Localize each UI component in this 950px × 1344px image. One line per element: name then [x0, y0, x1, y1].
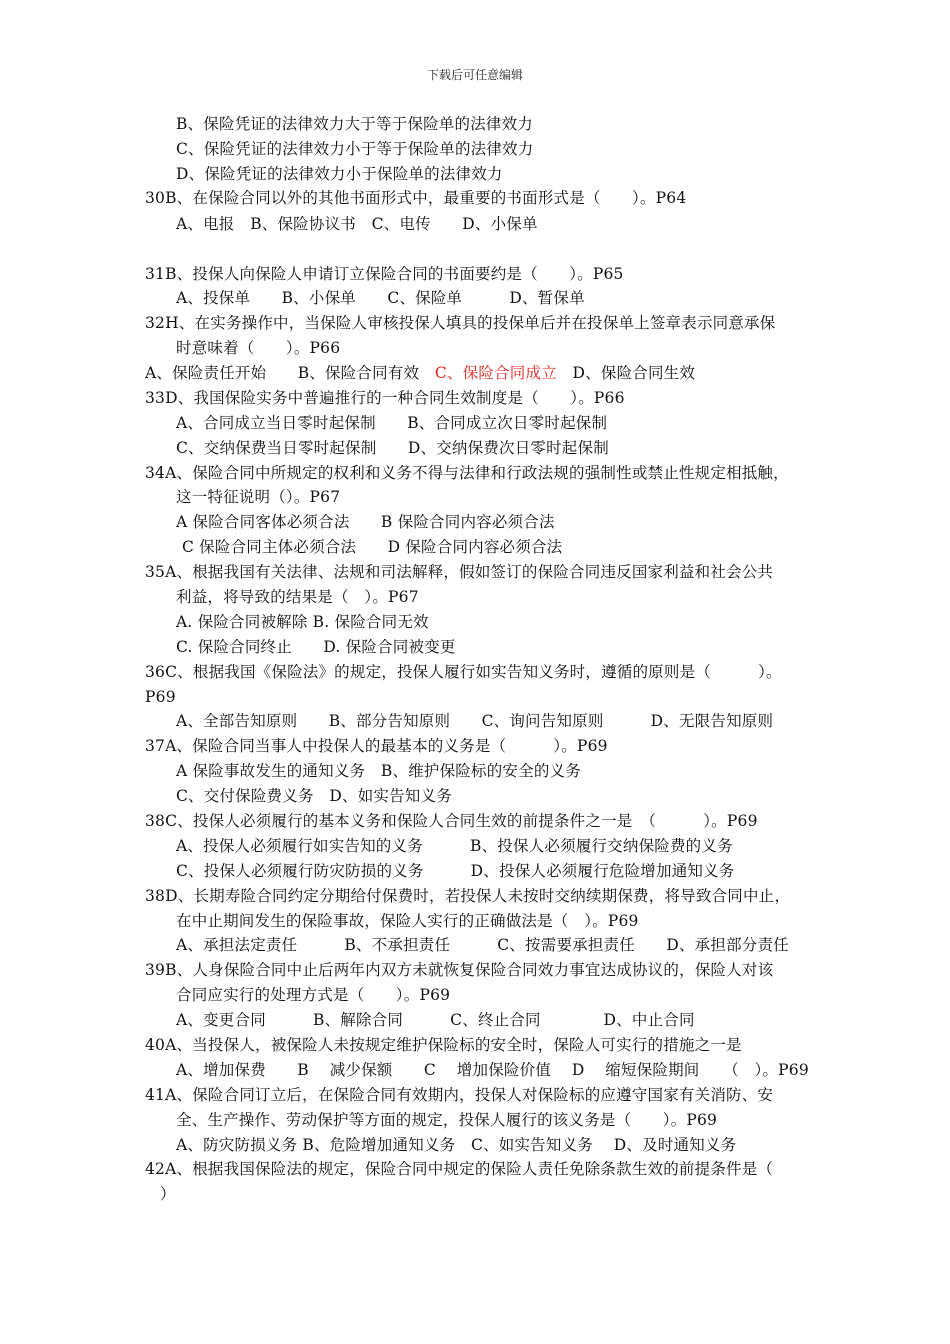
- text-line: D、保险凭证的法律效力小于保险单的法律效力: [176, 165, 503, 183]
- text-line: 40A、当投保人，被保险人未按规定维护保险标的安全时，保险人可实行的措施之一是: [145, 1036, 742, 1054]
- text-line: 38D、长期寿险合同约定分期给付保费时，若投保人未按时交纳续期保费，将导致合同中止，: [145, 887, 791, 905]
- text-line: A、投保单 B、小保单 C、保险单 D、暂保单: [176, 289, 585, 307]
- text-line: 37A、保险合同当事人中投保人的最基本的义务是（ ）。P69: [145, 737, 608, 755]
- highlighted-answer: C、保险合同成立: [434, 364, 557, 382]
- text-line: 36C、根据我国《保险法》的规定，投保人履行如实告知义务时，遵循的原则是（ ）。: [145, 663, 782, 681]
- page-header: 下载后可任意编辑: [426, 68, 523, 82]
- text-line: 39B、人身保险合同中止后两年内双方未就恢复保险合同效力事宜达成协议的，保险人对该: [145, 961, 774, 979]
- text-line: 利益，将导致的结果是（ ）。P67: [176, 588, 419, 606]
- text-line: 38C、投保人必须履行的基本义务和保险人合同生效的前提条件之一是 （ ）。P69: [145, 812, 758, 830]
- text-line: 33D、我国保险实务中普遍推行的一种合同生效制度是（ ）。P66: [145, 389, 625, 407]
- text-line: B、保险凭证的法律效力大于等于保险单的法律效力: [176, 115, 533, 133]
- text-line: C. 保险合同终止 D. 保险合同被变更: [176, 638, 456, 656]
- text-line: C、交纳保费当日零时起保制 D、交纳保费次日零时起保制: [176, 439, 609, 457]
- text-segment: D、保险合同生效: [556, 364, 696, 382]
- text-line: A、变更合同 B、解除合同 C、终止合同 D、中止合同: [176, 1011, 695, 1029]
- text-line: 合同应实行的处理方式是（ ）。P69: [176, 986, 451, 1004]
- text-line: 时意味着（ ）。P66: [176, 339, 341, 357]
- text-line: ）: [160, 1185, 176, 1203]
- text-line: C、保险凭证的法律效力小于等于保险单的法律效力: [176, 140, 534, 158]
- text-line: 32H、在实务操作中，当保险人审核投保人填具的投保单后并在投保单上签章表示同意承保: [145, 314, 776, 332]
- text-line: A、全部告知原则 B、部分告知原则 C、询问告知原则 D、无限告知原则: [176, 712, 774, 730]
- text-line: C、投保人必须履行防灾防损的义务 D、投保人必须履行危险增加通知义务: [176, 862, 735, 880]
- text-line: 这一特征说明（）。P67: [176, 488, 341, 506]
- text-line: A 保险事故发生的通知义务 B、维护保险标的安全的义务: [176, 762, 581, 780]
- text-line: 42A、根据我国保险法的规定，保险合同中规定的保险人责任免除条款生效的前提条件是（: [145, 1160, 774, 1178]
- text-line: A、承担法定责任 B、不承担责任 C、按需要承担责任 D、承担部分责任: [176, 936, 789, 954]
- text-segment: A、保险责任开始 B、保险合同有效: [145, 364, 435, 382]
- text-line: 35A、根据我国有关法律、法规和司法解释，假如签订的保险合同违反国家利益和社会公共: [145, 563, 774, 581]
- text-line: 34A、保险合同中所规定的权利和义务不得与法律和行政法规的强制性或禁止性规定相抵触，: [145, 464, 789, 482]
- text-line: A 保险合同客体必须合法 B 保险合同内容必须合法: [176, 513, 555, 531]
- text-line: A、电报 B、保险协议书 C、电传 D、小保单: [176, 215, 538, 233]
- text-line: C 保险合同主体必须合法 D 保险合同内容必须合法: [182, 538, 563, 556]
- text-line: A、投保人必须履行如实告知的义务 B、投保人必须履行交纳保险费的义务: [176, 837, 733, 855]
- text-line: C、交付保险费义务 D、如实告知义务: [176, 787, 452, 805]
- text-line: A、防灾防损义务 B、危险增加通知义务 C、如实告知义务 D、及时通知义务: [176, 1136, 737, 1154]
- text-line: 30B、在保险合同以外的其他书面形式中，最重要的书面形式是（ ）。P64: [145, 189, 687, 207]
- text-line: A. 保险合同被解除 B. 保险合同无效: [176, 613, 429, 631]
- text-line: 41A、保险合同订立后，在保险合同有效期内，投保人对保险标的应遵守国家有关消防、安: [145, 1086, 774, 1104]
- text-line: A、合同成立当日零时起保制 B、合同成立次日零时起保制: [176, 414, 608, 432]
- text-line: 全、生产操作、劳动保护等方面的规定，投保人履行的该义务是（ ）。P69: [176, 1111, 718, 1129]
- text-line: [145, 361, 695, 385]
- text-line: 在中止期间发生的保险事故，保险人实行的正确做法是（ ）。P69: [176, 912, 639, 930]
- text-line: P69: [145, 688, 176, 706]
- text-line: A、增加保费 B 减少保额 C 增加保险价值 D 缩短保险期间 （ ）。P69: [176, 1061, 809, 1079]
- text-line: 31B、投保人向保险人申请订立保险合同的书面要约是（ ）。P65: [145, 265, 624, 283]
